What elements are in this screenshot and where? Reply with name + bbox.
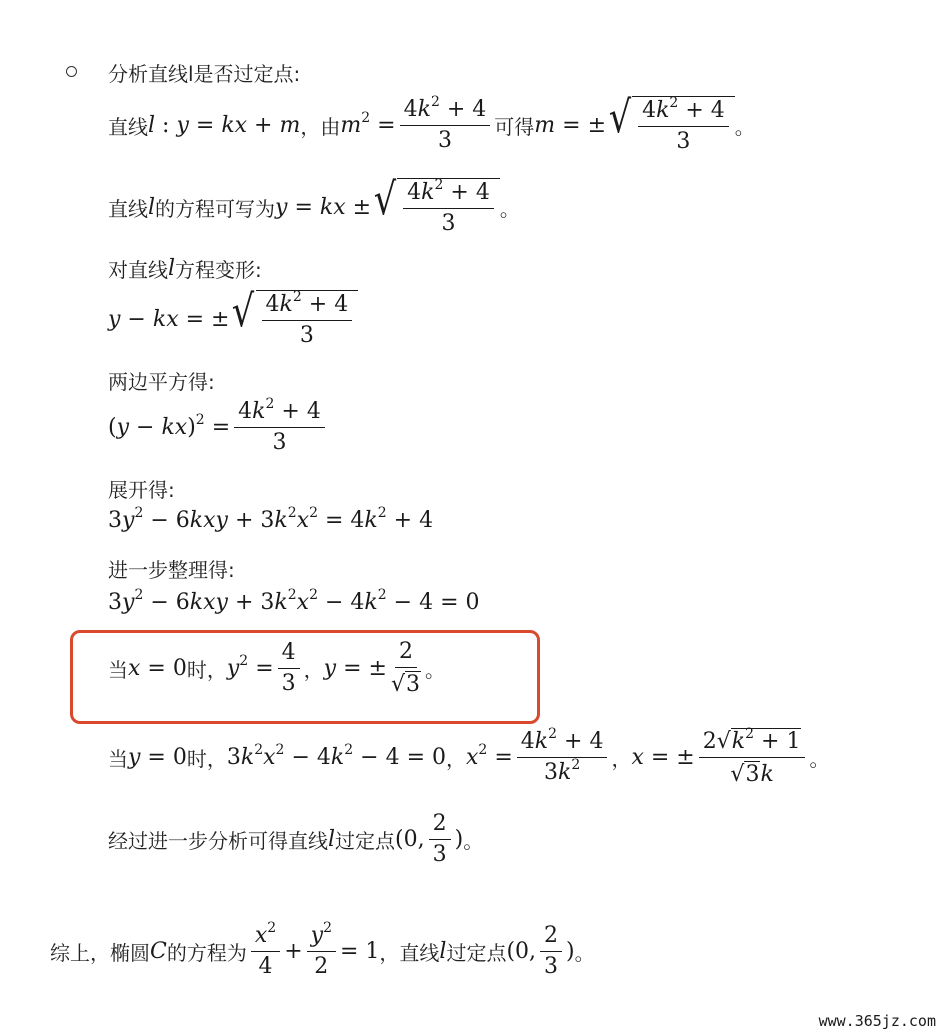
fraction: $\frac{x^2}{4}$: [251, 924, 280, 979]
equation-line-12: 当 y = 0 时， $3k^2x^2 - 4k^2 - 4 = 0$ ， $x^2$ = $\frac{4k^2 + 4}{3k^2}$ ， x = ± 2 √ $k^2 + 1$ √ 3 k 。: [108, 726, 830, 788]
text-line-9: 进一步整理得:: [108, 558, 235, 582]
heading-line: [108, 58, 300, 87]
heading-text: 分析直线l是否过定点:: [108, 62, 301, 86]
fraction: 2 √ 3: [390, 639, 420, 698]
text-line-7: 展开得:: [108, 478, 175, 502]
circle-bullet-icon: [66, 66, 77, 77]
equation-line-2: 直线 l 的方程可写为 y = kx ± √ $\frac{4k^2 + 4}{3}$ 。: [108, 174, 520, 237]
fraction: $\frac{4k^2 + 4}{3}$: [234, 400, 325, 455]
equation-line-11: 当 x = 0 时， $y^2$ = $\frac{4}{3}$ ， y = ± 2 √ 3 。: [108, 639, 445, 698]
equation-line-6: (y − kx)$^2$ = $\frac{4k^2 + 4}{3}$: [108, 400, 329, 455]
watermark-text: www.365jz.com: [818, 1012, 936, 1030]
square-root: √ $\frac{4k^2 + 4}{3}$: [371, 178, 500, 236]
fraction: $\frac{y^2}{2}$: [307, 924, 336, 979]
square-root: √ $\frac{4k^2 + 4}{3}$: [229, 290, 358, 348]
equation-line-10: $3y^2 - 6kxy + 3k^2x^2 - 4k^2 - 4 = 0$: [108, 587, 480, 615]
equation-line-1: 直线 l : y = kx + m ，由 $m^2$ = $\frac{4k^2 + 4}{3}$ 可得 m = ± √ $\frac{4k^2 + 4}{3}$ 。: [108, 92, 755, 155]
summary-line: 综上，椭圆 C 的方程为 $\frac{x^2}{4}$ + $\frac{y^2}{2}$ = 1 ，直线 l 过定点 (0, $\frac{2}{3}$ ) 。: [50, 920, 595, 980]
fraction: $\frac{4}{3}$: [278, 641, 300, 696]
fraction: $\frac{2}{3}$: [540, 924, 562, 979]
square-root: √ $\frac{4k^2 + 4}{3}$: [606, 96, 735, 154]
equation-line-4: y − kx = ± √ $\frac{4k^2 + 4}{3}$: [108, 290, 358, 348]
equation-line-13: 经过进一步分析可得直线 l 过定点 (0, $\frac{2}{3}$ ) 。: [108, 811, 484, 868]
text-line-5: 两边平方得:: [108, 370, 215, 394]
fraction: $\frac{2}{3}$: [429, 812, 451, 867]
equation-line-8: $3y^2 - 6kxy + 3k^2x^2 = 4k^2 + 4$: [108, 505, 434, 533]
fraction: $\frac{4k^2 + 4}{3k^2}$: [517, 730, 608, 785]
fraction: 2 √ $k^2 + 1$ √ 3 k: [699, 728, 806, 788]
text-line-3: 对直线 l 方程变形:: [108, 256, 262, 282]
fraction: $\frac{4k^2 + 4}{3}$: [400, 98, 491, 153]
